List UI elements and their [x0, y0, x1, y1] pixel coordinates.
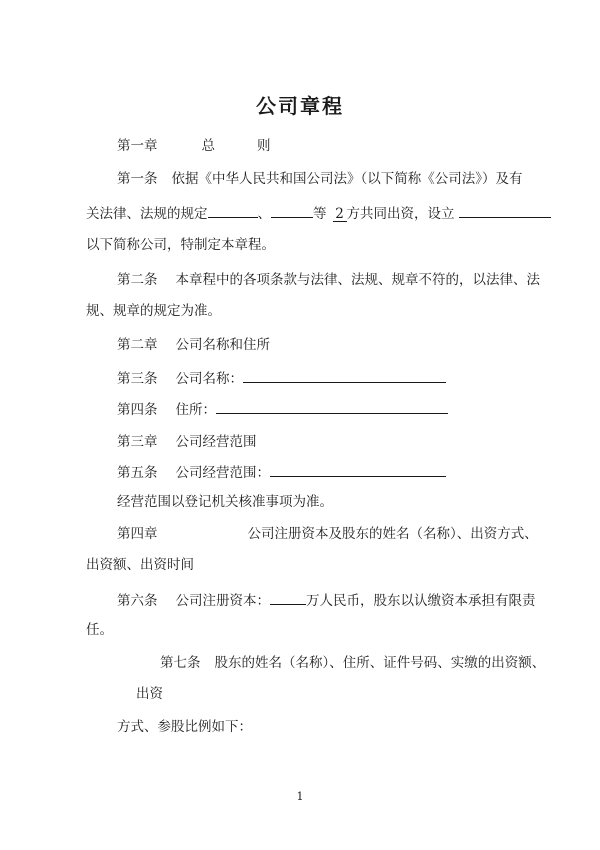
article-2-line-1	[117, 271, 540, 289]
article-1-text-2d: 方共同出资，设立	[346, 206, 455, 222]
article-7-line-3: 方式、参股比例如下：	[117, 719, 252, 735]
article-7-line-1	[160, 654, 545, 672]
article-1-line-3: 以下简称公司，特制定本章程。	[86, 237, 275, 253]
article-6-text-1a: 公司注册资本：	[175, 593, 270, 609]
article-4-line	[117, 399, 448, 419]
article-6-label: 第六条	[117, 593, 158, 609]
article-1-text-2b: 、	[257, 206, 271, 222]
article-6-line-2: 任。	[86, 622, 113, 638]
chapter-3-label: 第三章	[117, 434, 158, 450]
chapter-1-label: 第一章	[117, 138, 158, 154]
business-scope-field[interactable]	[270, 462, 446, 477]
article-1-line-2	[86, 203, 551, 223]
article-7-line-2: 出资	[136, 686, 163, 702]
article-7-text-1: 股东的姓名（名称）、住所、证件号码、实缴的出资额、	[214, 655, 546, 671]
article-1-text-2a: 关法律、法规的规定	[86, 206, 208, 222]
article-4-text: 住所：	[175, 402, 216, 418]
article-3-text: 公司名称：	[175, 371, 243, 387]
party-2-blank[interactable]	[271, 203, 313, 218]
chapter-2-heading	[117, 336, 270, 354]
article-3-label: 第三条	[117, 371, 158, 387]
chapter-1-title-b: 则	[257, 138, 271, 154]
party-1-blank[interactable]	[208, 203, 258, 218]
article-1-text-1: 依据《中华人民共和国公司法》（以下简称《公司法》）及有	[171, 171, 523, 187]
article-2-label: 第二条	[117, 272, 158, 288]
chapter-2-label: 第二章	[117, 337, 158, 353]
article-5-note: 经营范围以登记机关核准事项为准。	[117, 494, 333, 510]
article-2-text-1: 本章程中的各项条款与法律、法规、规章不符的，以法律、法	[175, 272, 540, 288]
article-4-label: 第四条	[117, 402, 158, 418]
chapter-3-heading	[117, 433, 257, 451]
article-7-label: 第七条	[160, 655, 201, 671]
company-name-blank[interactable]	[459, 203, 551, 218]
article-5-line	[117, 462, 446, 482]
article-1-label: 第一条	[117, 171, 158, 187]
registered-capital-field[interactable]	[270, 590, 306, 605]
article-1-text-2c: 等	[313, 206, 327, 222]
page-number: 1	[296, 790, 304, 803]
parties-count: 2	[333, 207, 347, 222]
document-title: 公司章程	[256, 94, 344, 118]
chapter-2-title: 公司名称和住所	[175, 337, 270, 353]
article-6-line-1	[117, 590, 536, 610]
article-3-line	[117, 368, 446, 388]
article-5-label: 第五条	[117, 465, 158, 481]
chapter-4-heading-line-1	[117, 525, 538, 543]
article-1-line-1	[117, 170, 523, 188]
chapter-3-title: 公司经营范围	[175, 434, 257, 450]
address-field[interactable]	[216, 399, 448, 414]
chapter-1-title-a: 总	[201, 138, 215, 154]
article-2-line-2: 规、规章的规定为准。	[86, 303, 221, 319]
company-name-field[interactable]	[243, 368, 446, 383]
article-5-text: 公司经营范围：	[175, 465, 270, 481]
article-6-text-1b: 万人民币，股东以认缴资本承担有限责	[306, 593, 536, 609]
chapter-1-heading	[117, 137, 271, 155]
chapter-4-title-1: 公司注册资本及股东的姓名（名称）、出资方式、	[247, 526, 538, 542]
chapter-4-heading-line-2: 出资额、出资时间	[86, 557, 194, 573]
chapter-4-label: 第四章	[117, 526, 158, 542]
